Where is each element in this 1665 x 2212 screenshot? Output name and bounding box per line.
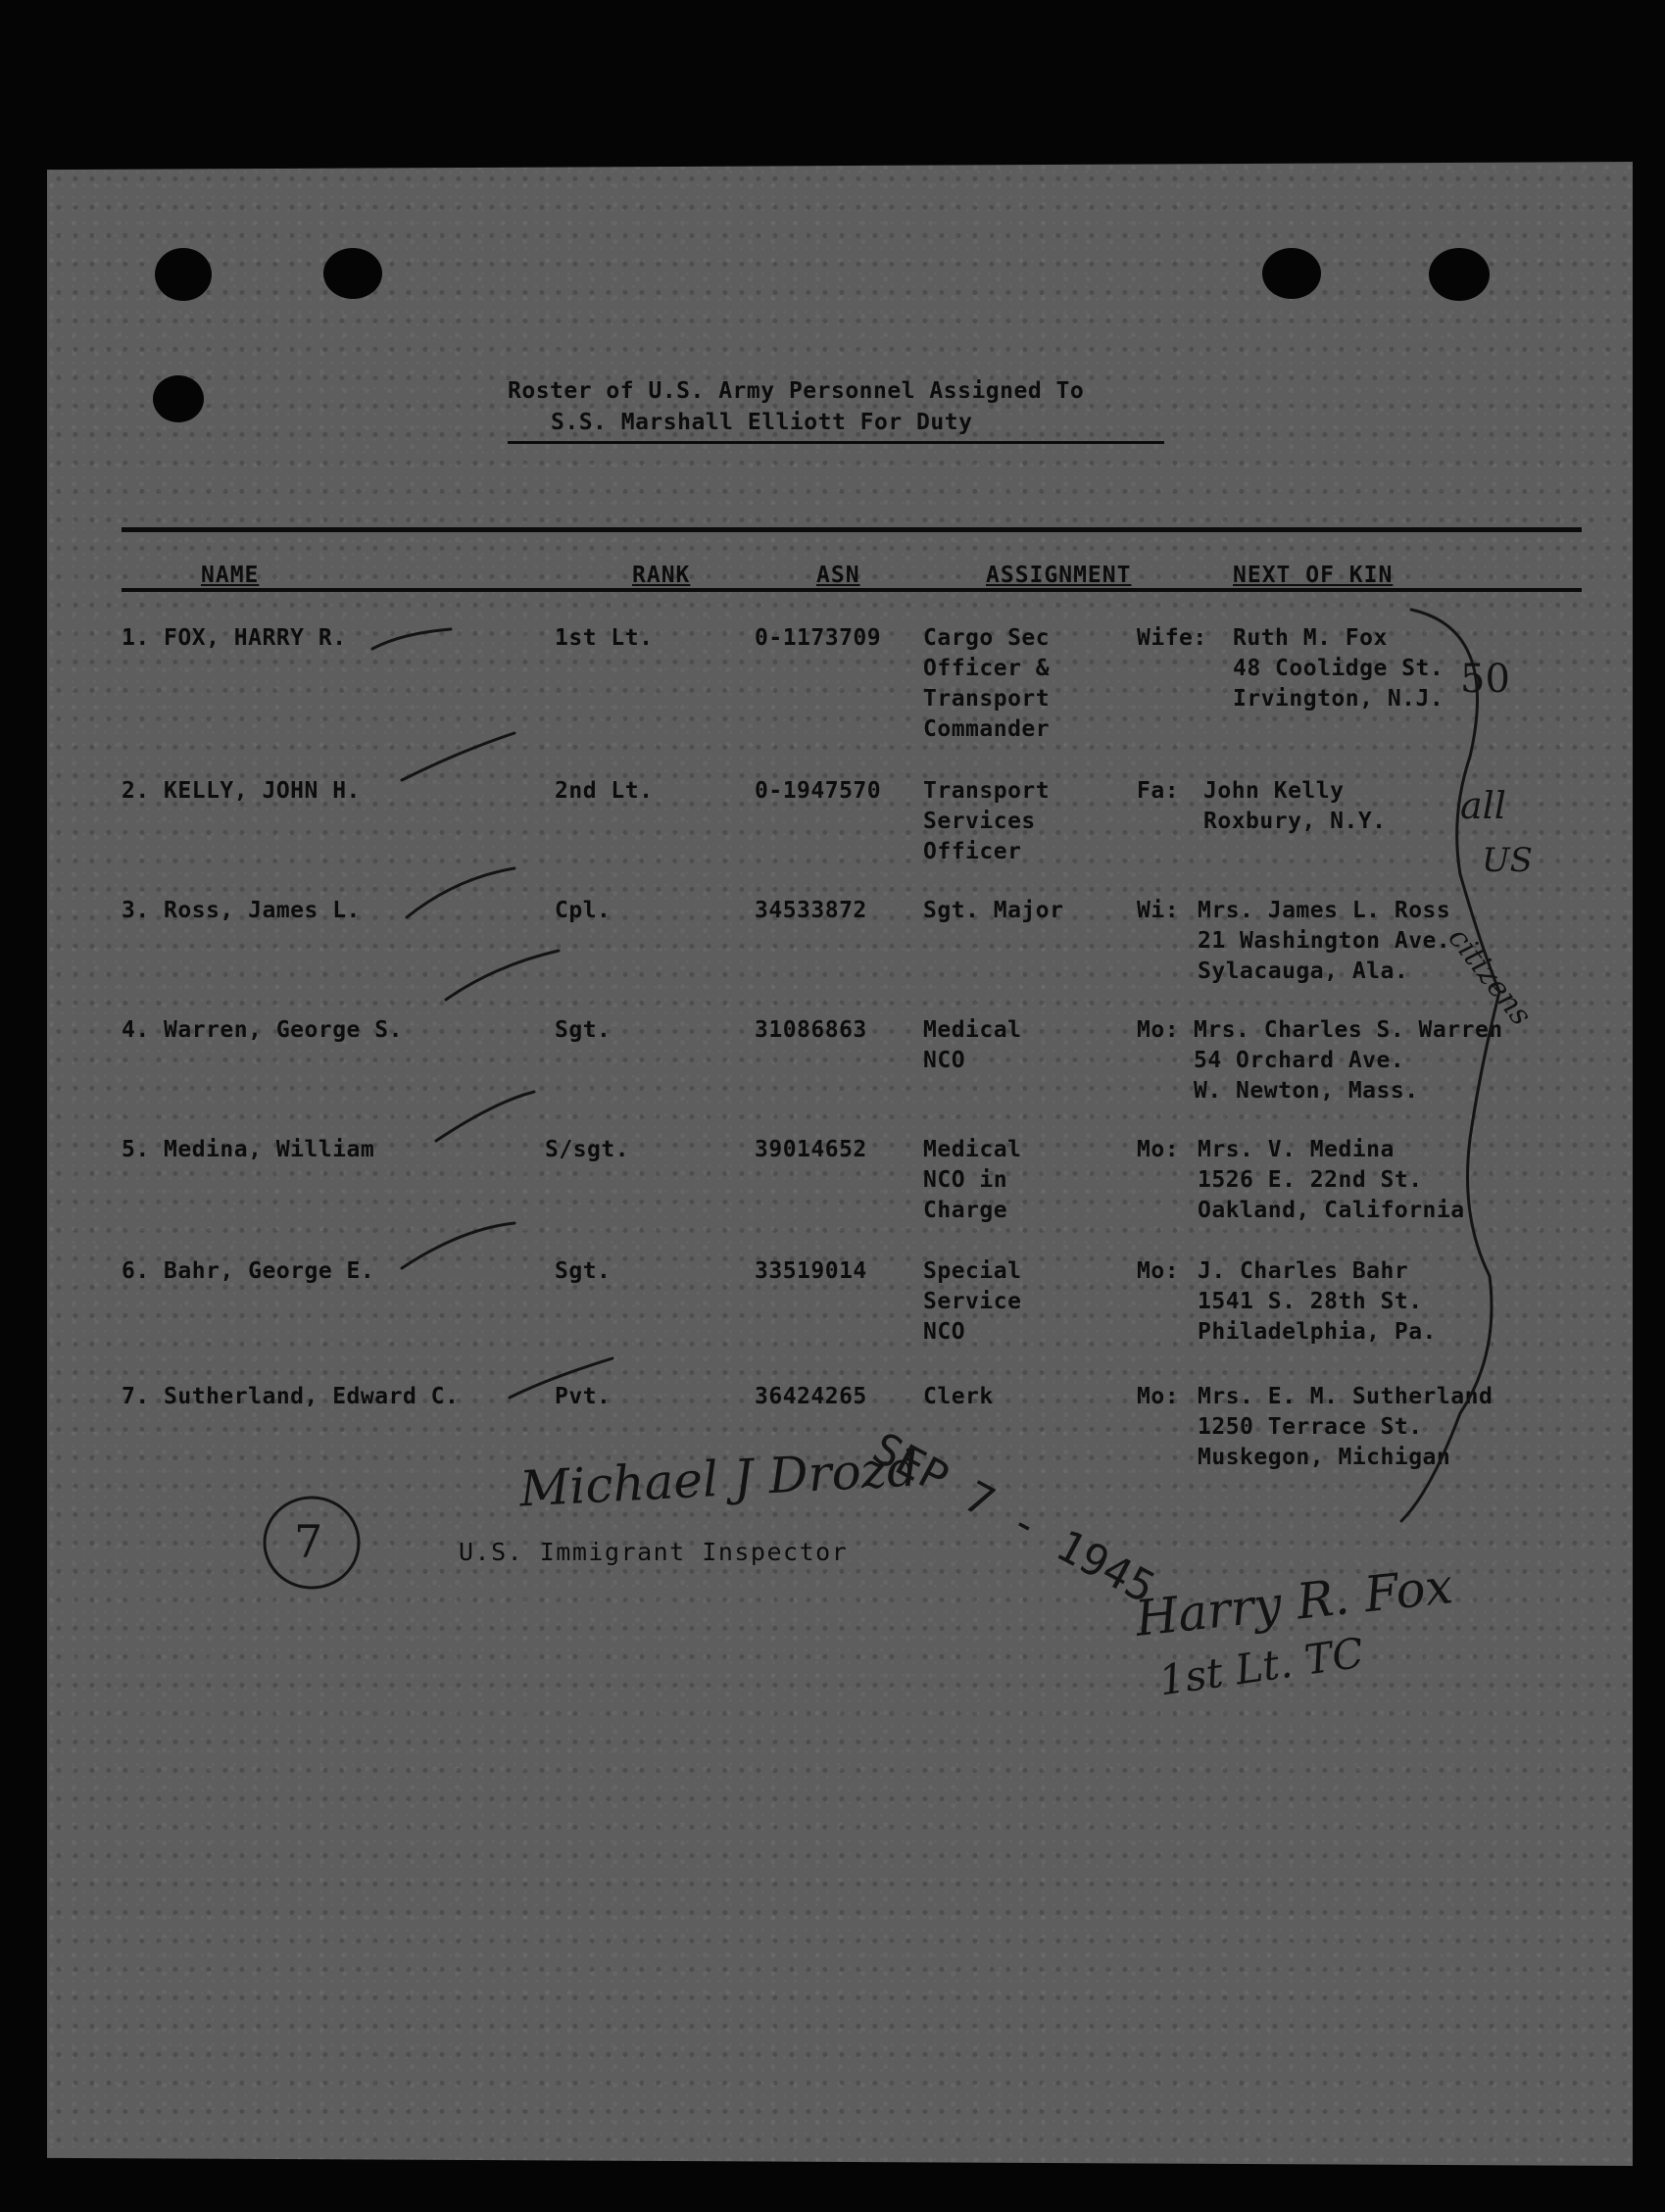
row-rank: 2nd Lt. bbox=[555, 778, 654, 804]
row-assignment: Special Service NCO bbox=[923, 1258, 1022, 1345]
row-asn: 39014652 bbox=[755, 1137, 867, 1162]
row-asn: 0-1947570 bbox=[755, 778, 882, 804]
check-mark bbox=[510, 1358, 612, 1398]
officer-signature: Harry R. Fox bbox=[1132, 1557, 1456, 1647]
row-assignment: Medical NCO bbox=[923, 1017, 1022, 1073]
officer-title: 1st Lt. TC bbox=[1155, 1628, 1367, 1705]
row-rank: Sgt. bbox=[555, 1017, 612, 1043]
row-kin-relation: Fa: bbox=[1137, 778, 1180, 804]
row-rank: Cpl. bbox=[555, 898, 612, 923]
inspector-title: U.S. Immigrant Inspector bbox=[459, 1538, 849, 1566]
handwritten-circled-count: 7 bbox=[294, 1515, 323, 1568]
row-kin-relation: Mo: bbox=[1137, 1258, 1180, 1284]
row-name: 4. Warren, George S. bbox=[122, 1017, 403, 1043]
row-kin-relation: Mo: bbox=[1137, 1137, 1180, 1162]
document-title-line-2: S.S. Marshall Elliott For Duty bbox=[551, 410, 973, 435]
row-assignment: Cargo Sec Officer & Transport Commander bbox=[923, 625, 1051, 742]
row-assignment: Sgt. Major bbox=[923, 898, 1064, 923]
check-mark bbox=[402, 733, 514, 780]
row-next-of-kin: Mrs. V. Medina 1526 E. 22nd St. Oakland, California bbox=[1198, 1137, 1465, 1223]
document-title-line-1: Roster of U.S. Army Personnel Assigned To bbox=[508, 378, 1085, 404]
row-rank: 1st Lt. bbox=[555, 625, 654, 651]
column-header-assignment: ASSIGNMENT bbox=[986, 563, 1132, 588]
row-kin-relation: Mo: bbox=[1137, 1017, 1180, 1043]
row-asn: 36424265 bbox=[755, 1384, 867, 1409]
check-mark bbox=[372, 629, 451, 649]
column-header-next-of-kin: NEXT OF KIN bbox=[1233, 563, 1394, 588]
row-kin-relation: Mo: bbox=[1137, 1384, 1180, 1409]
column-header-name: NAME bbox=[201, 563, 260, 588]
row-next-of-kin: J. Charles Bahr 1541 S. 28th St. Philadelphia, Pa. bbox=[1198, 1258, 1437, 1345]
row-rank: S/sgt. bbox=[545, 1137, 630, 1162]
row-name: 1. FOX, HARRY R. bbox=[122, 625, 347, 651]
row-rank: Pvt. bbox=[555, 1384, 612, 1409]
row-name: 6. Bahr, George E. bbox=[122, 1258, 375, 1284]
row-name: 2. KELLY, JOHN H. bbox=[122, 778, 361, 804]
check-mark bbox=[407, 868, 514, 917]
row-assignment: Clerk bbox=[923, 1384, 994, 1409]
row-kin-relation: Wi: bbox=[1137, 898, 1180, 923]
row-name: 7. Sutherland, Edward C. bbox=[122, 1384, 460, 1409]
check-mark bbox=[446, 951, 559, 1000]
column-header-rank: RANK bbox=[632, 563, 691, 588]
row-assignment: Transport Services Officer bbox=[923, 778, 1051, 864]
check-mark bbox=[402, 1223, 514, 1268]
row-asn: 0-1173709 bbox=[755, 625, 882, 651]
row-assignment: Medical NCO in Charge bbox=[923, 1137, 1022, 1223]
handwritten-page-number: 50 bbox=[1460, 657, 1510, 702]
row-next-of-kin: Mrs. E. M. Sutherland 1250 Terrace St. Muskegon, Michigan bbox=[1198, 1384, 1494, 1470]
row-asn: 34533872 bbox=[755, 898, 867, 923]
check-mark bbox=[436, 1092, 534, 1141]
date-stamp: SEP 7 - 1945 bbox=[864, 1423, 1163, 1614]
inspector-signature: Michael J Drozd bbox=[517, 1440, 920, 1518]
column-header-asn: ASN bbox=[816, 563, 860, 588]
row-name: 3. Ross, James L. bbox=[122, 898, 361, 923]
row-next-of-kin: Mrs. Charles S. Warren 54 Orchard Ave. W. Newton, Mass. bbox=[1194, 1017, 1503, 1104]
handwritten-margin-note: US bbox=[1482, 841, 1533, 880]
row-name: 5. Medina, William bbox=[122, 1137, 375, 1162]
row-rank: Sgt. bbox=[555, 1258, 612, 1284]
row-asn: 31086863 bbox=[755, 1017, 867, 1043]
row-asn: 33519014 bbox=[755, 1258, 867, 1284]
handwritten-margin-note: all bbox=[1460, 784, 1506, 827]
margin-brace bbox=[1401, 610, 1499, 1521]
row-kin-relation: Wife: bbox=[1137, 625, 1207, 651]
handwritten-margin-note: citizens bbox=[1441, 921, 1539, 1033]
row-next-of-kin: Ruth M. Fox 48 Coolidge St. Irvington, N.J. bbox=[1233, 625, 1445, 712]
row-next-of-kin: Mrs. James L. Ross 21 Washington Ave. Sylacauga, Ala. bbox=[1198, 898, 1451, 984]
row-next-of-kin: John Kelly Roxbury, N.Y. bbox=[1203, 778, 1387, 834]
